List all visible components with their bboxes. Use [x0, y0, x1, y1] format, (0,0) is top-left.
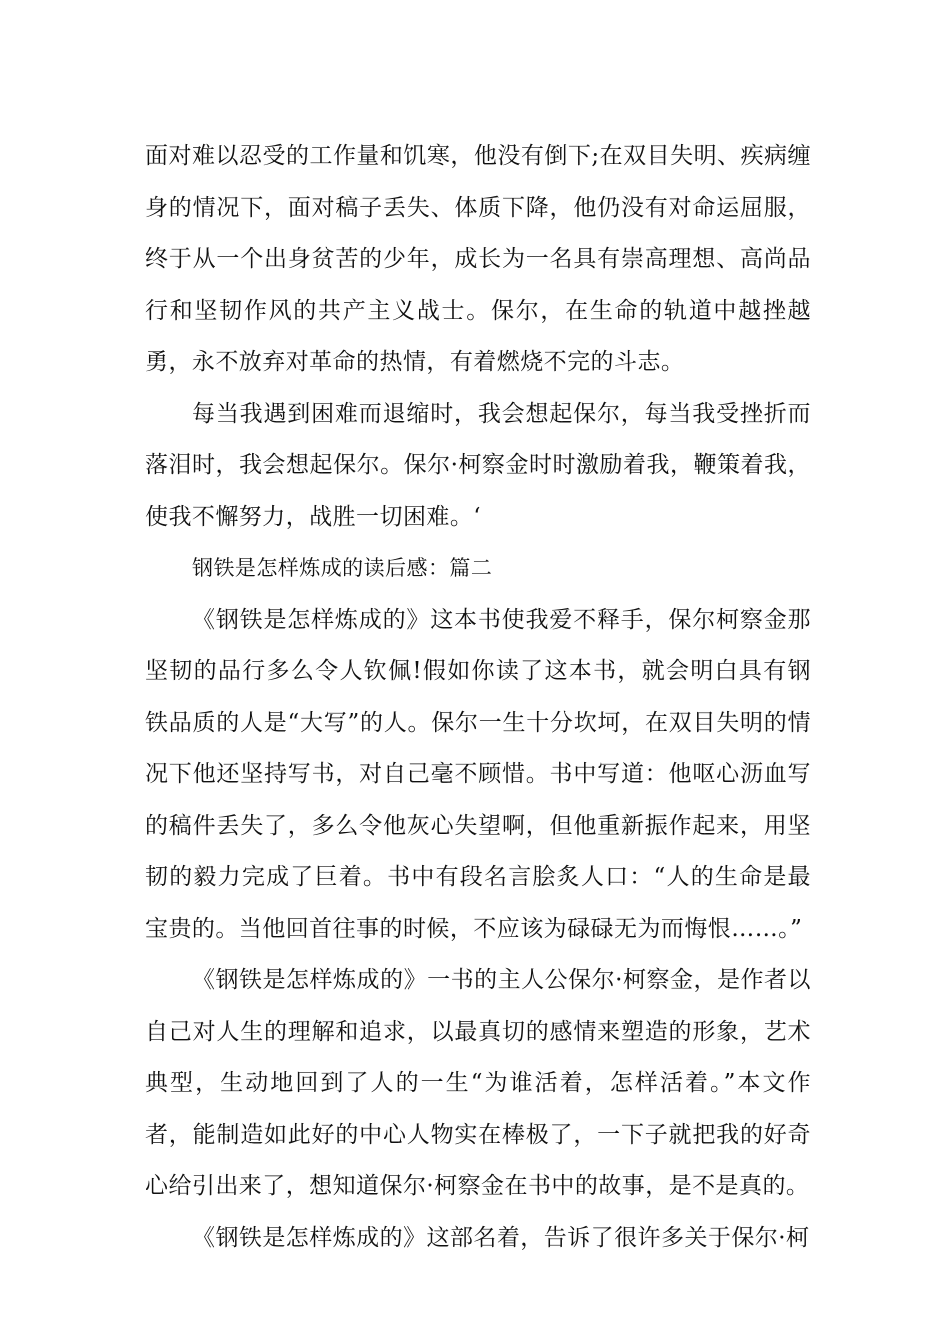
paragraph-reflection: 每当我遇到困难而退缩时，我会想起保尔，每当我受挫折而落泪时，我会想起保尔。保尔·柯察金时时激励着我，鞭策着我，使我不懈努力，战胜一切困难。‘ — [145, 400, 811, 530]
document-body — [145, 131, 811, 1264]
paragraph-masterpiece: 《钢铁是怎样炼成的》这部名着，告诉了很许多关于保尔·柯 — [192, 1224, 810, 1251]
section-heading: 钢铁是怎样炼成的读后感：篇二 — [192, 556, 493, 580]
paragraph-protagonist: 《钢铁是怎样炼成的》一书的主人公保尔·柯察金，是作者以自己对人生的理解和追求，以最真切的感情来塑造的形象，艺术典型，生动地回到了人的一生“为谁活着，怎样活着。”本文作者，能制造如此好的中心人物实在棒极了，一下子就把我的好奇心给引出来了，想知道保尔·柯察金在书中的故事，是不是真的。 — [145, 967, 811, 1199]
paragraph-continuation: 面对难以忍受的工作量和饥寒，他没有倒下;在双目失明、疾病缠身的情况下，面对稿子丢失、体质下降，他仍没有对命运屈服，终于从一个出身贫苦的少年，成长为一名具有崇高理想、高尚品行和坚韧作风的共产主义战士。保尔，在生命的轨道中越挫越勇，永不放弃对革命的热情，有着燃烧不完的斗志。 — [145, 143, 811, 375]
paragraph-book-intro: 《钢铁是怎样炼成的》这本书使我爱不释手，保尔柯察金那坚韧的品行多么令人钦佩!假如你读了这本书，就会明白具有钢铁品质的人是“大写”的人。保尔一生十分坎坷，在双目失明的情况下他还坚持写书，对自己毫不顾惜。书中写道：他呕心沥血写的稿件丢失了，多么令他灰心失望啊，但他重新振作起来，用坚韧的毅力完成了巨着。书中有段名言脍炙人口：“人的生命是最宝贵的。当他回首往事的时候，不应该为碌碌无为而悔恨……。” — [145, 606, 811, 942]
